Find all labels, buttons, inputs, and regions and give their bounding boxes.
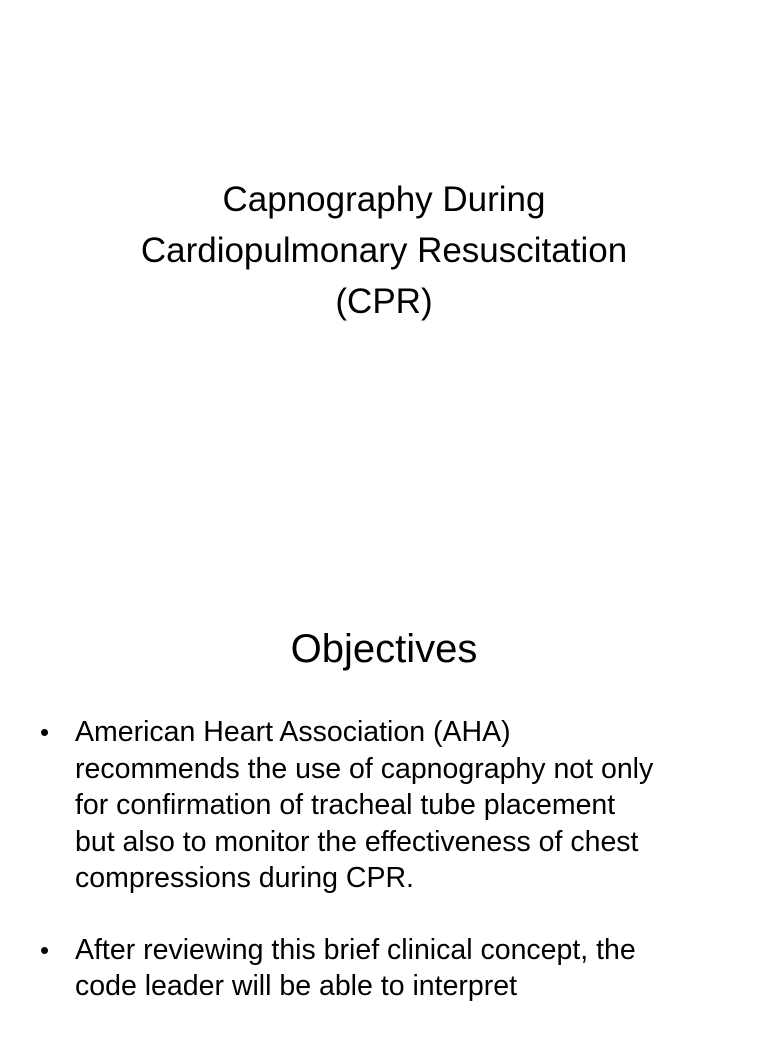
- bullet-item: [40, 714, 730, 897]
- bullet-marker: •: [40, 717, 50, 747]
- title-line: Capnography During: [222, 180, 546, 219]
- bullet-text-line: code leader will be able to interpret: [75, 970, 518, 1002]
- presentation-title: [60, 174, 708, 327]
- bullet-text-line: After reviewing this brief clinical concept, the: [75, 933, 636, 966]
- bullet-text-line: but also to monitor the effectiveness of chest: [75, 825, 639, 858]
- bullet-list: [40, 714, 730, 1040]
- bullet-item: [40, 932, 730, 1005]
- bullet-text-line: American Heart Association (AHA): [75, 716, 511, 748]
- objectives-slide: [0, 576, 768, 1024]
- slide-title: Objectives: [290, 627, 478, 671]
- bullet-text-line: compressions during CPR.: [75, 862, 414, 894]
- bullet-text-line: recommends the use of capnography not only: [75, 752, 654, 785]
- title-line: Cardiopulmonary Resuscitation: [140, 231, 628, 270]
- title-line: (CPR): [335, 282, 433, 321]
- bullet-text-line: for confirmation of tracheal tube placement: [75, 789, 616, 821]
- bullet-marker: •: [40, 934, 50, 965]
